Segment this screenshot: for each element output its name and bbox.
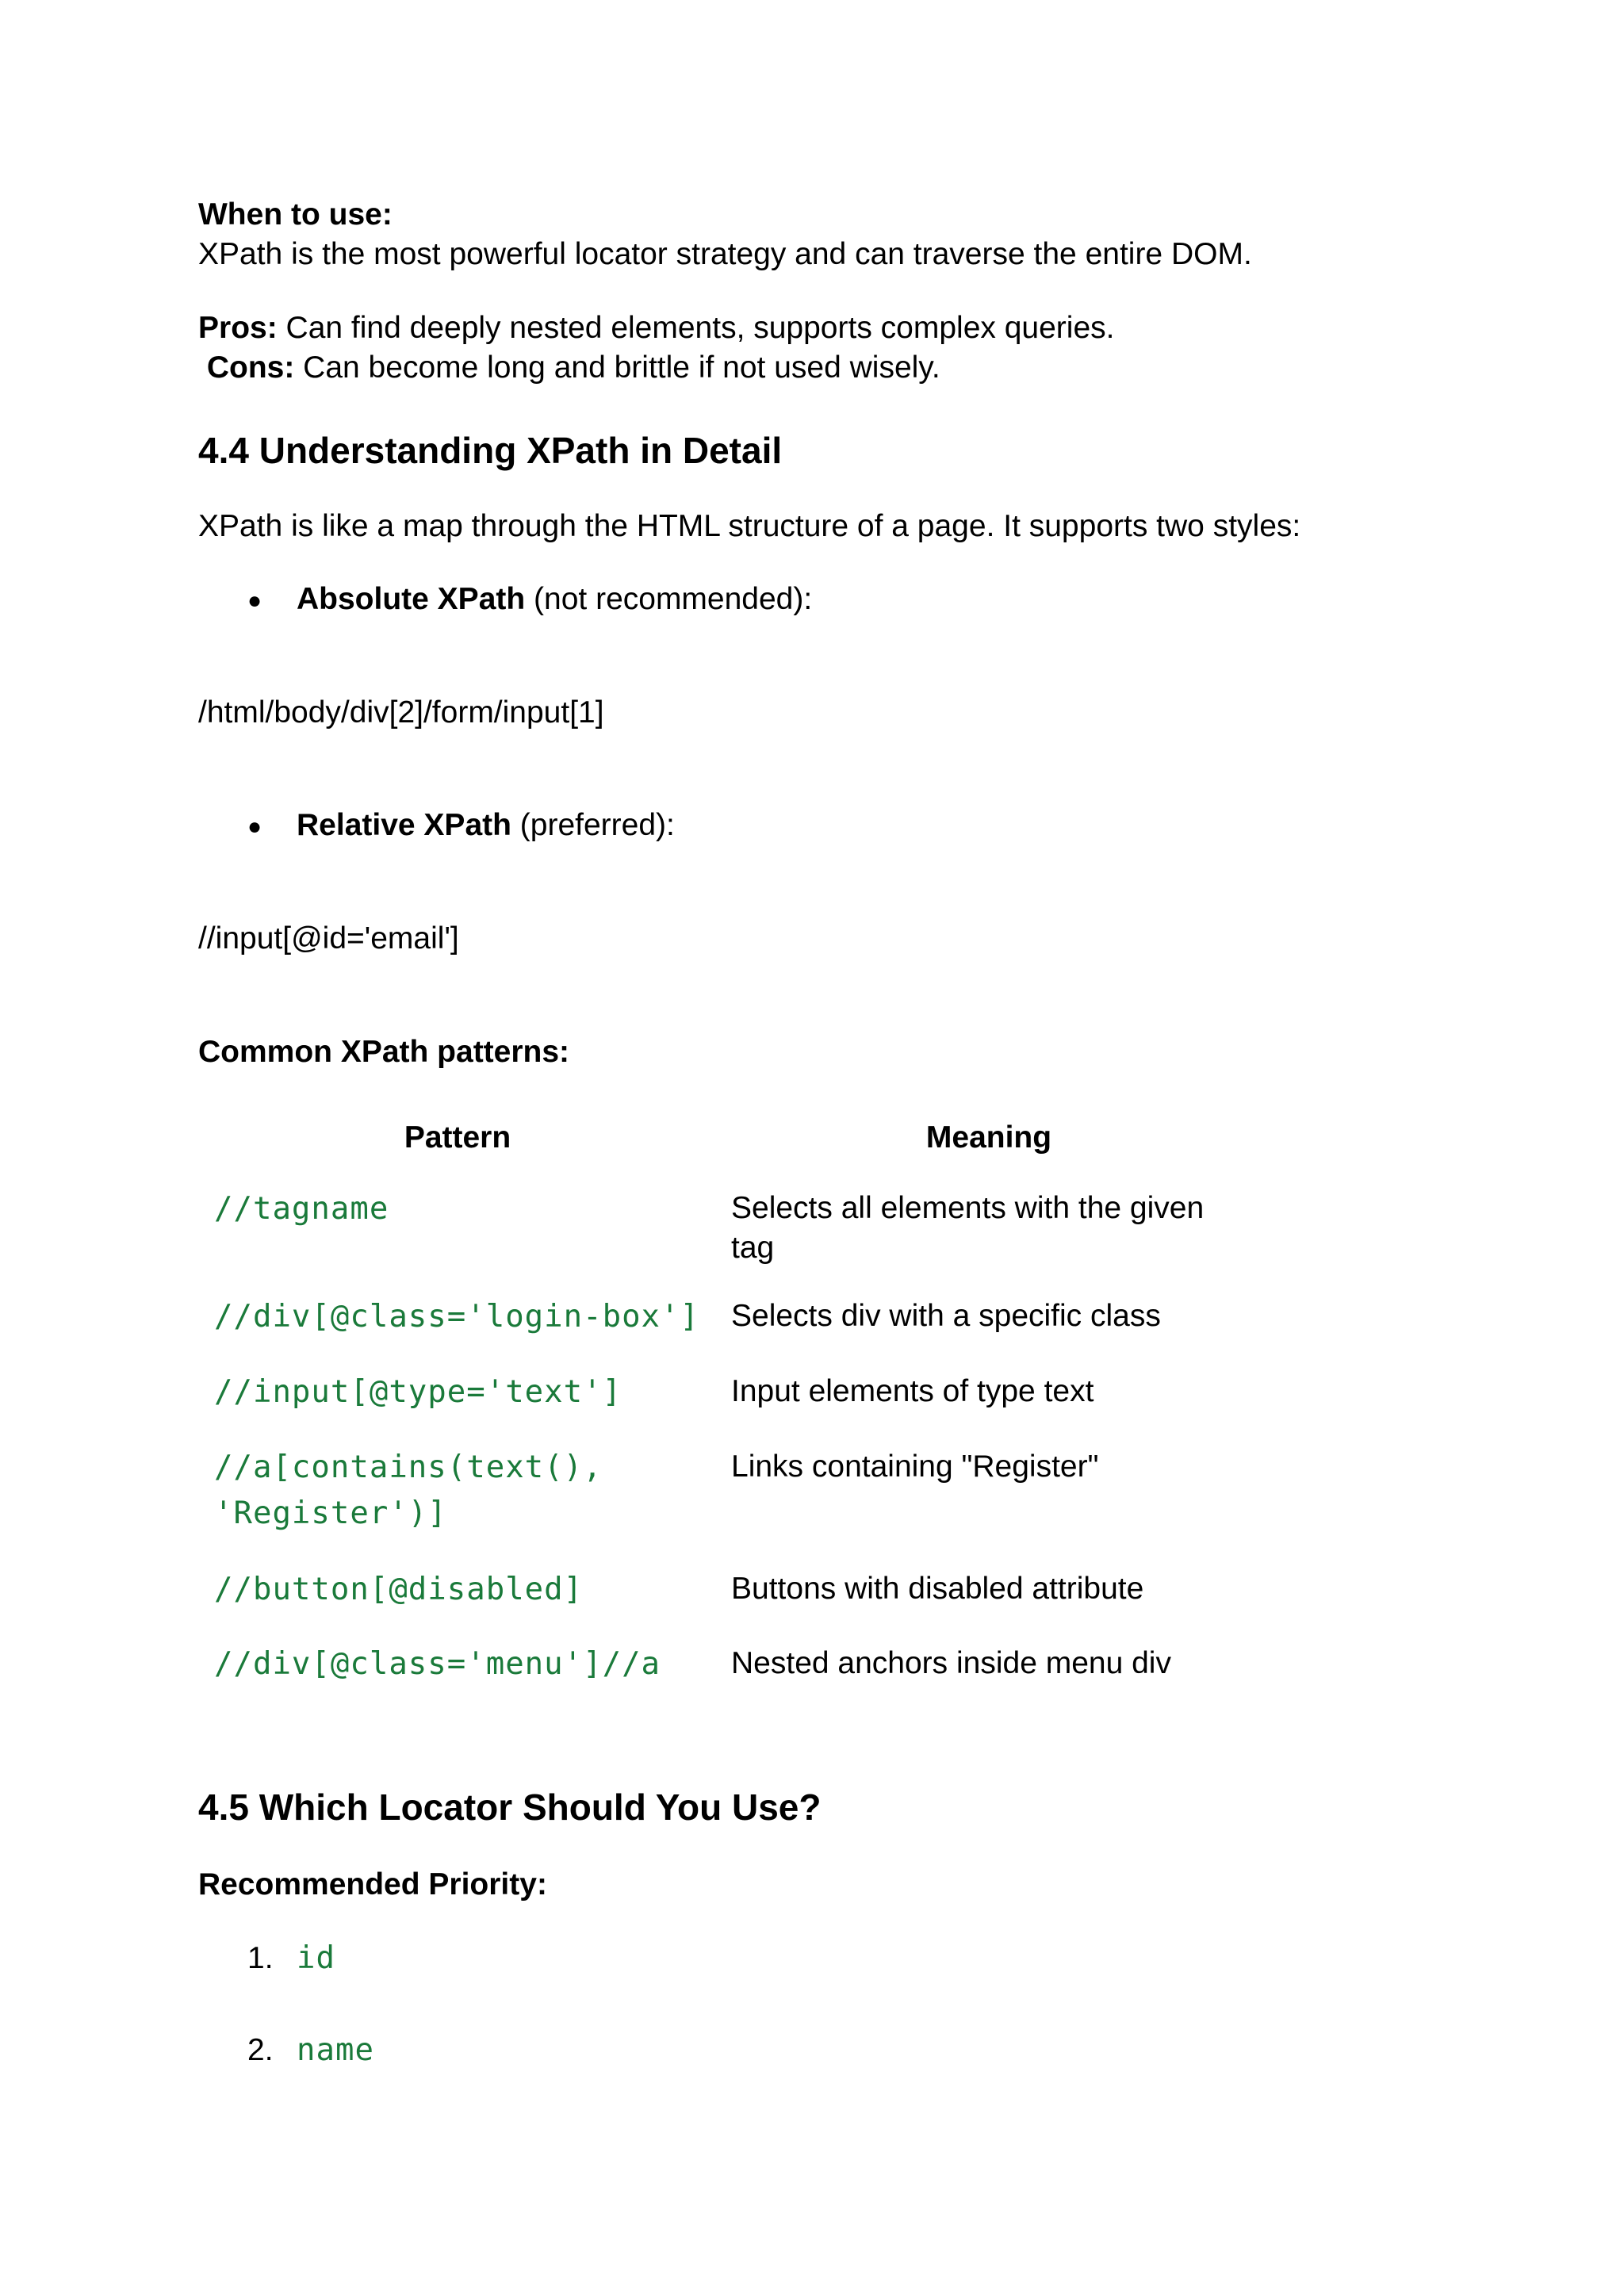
absolute-xpath-label: Absolute XPath	[297, 582, 526, 616]
relative-xpath-suffix: (preferred):	[511, 808, 675, 842]
relative-xpath-bullet	[297, 806, 675, 845]
absolute-xpath-bullet	[297, 580, 812, 619]
table-header-meaning: Meaning	[925, 1120, 1052, 1155]
table-cell-pattern: //a[contains(text(), 'Register')]	[214, 1450, 603, 1531]
list-item-number: 1.	[247, 1941, 274, 1975]
table-cell-meaning: Input elements of type text	[731, 1374, 1094, 1408]
section-heading-4-5: 4.5 Which Locator Should You Use?	[198, 1787, 822, 1828]
table-cell-meaning: Selects all elements with the given tag	[731, 1191, 1205, 1265]
cons-label: Cons:	[206, 350, 295, 385]
list-item-value: name	[297, 2032, 374, 2068]
table-header-pattern: Pattern	[404, 1120, 511, 1155]
absolute-xpath-example: /html/body/div[2]/form/input[1]	[198, 695, 604, 730]
bullet-icon: ●	[247, 588, 262, 614]
bullet-icon: ●	[247, 814, 262, 840]
section-heading-4-4: 4.4 Understanding XPath in Detail	[198, 430, 783, 471]
list-item-number: 2.	[247, 2033, 274, 2067]
table-cell-pattern: //tagname	[214, 1191, 389, 1227]
pros-line	[198, 308, 1114, 348]
when-to-use-label: When to use:	[198, 197, 393, 232]
absolute-xpath-suffix: (not recommended):	[525, 582, 813, 616]
pros-text: Can find deeply nested elements, supports complex queries.	[277, 311, 1115, 345]
list-item-value: id	[297, 1940, 335, 1976]
table-cell-pattern: //button[@disabled]	[214, 1572, 584, 1607]
priority-label: Recommended Priority:	[198, 1867, 547, 1901]
table-cell-pattern: //input[@type='text']	[214, 1374, 622, 1410]
pros-label: Pros:	[198, 311, 278, 345]
relative-xpath-label: Relative XPath	[297, 808, 511, 842]
when-to-use-text: XPath is the most powerful locator strategy and can traverse the entire DOM.	[198, 237, 1252, 271]
table-cell-meaning: Links containing "Register"	[731, 1450, 1099, 1484]
patterns-label: Common XPath patterns:	[198, 1035, 570, 1069]
table-cell-pattern: //div[@class='login-box']	[214, 1299, 699, 1335]
cons-line	[198, 348, 940, 388]
xpath-intro: XPath is like a map through the HTML structure of a page. It supports two styles:	[198, 509, 1301, 543]
patterns-table	[198, 1118, 1261, 1705]
table-cell-meaning: Selects div with a specific class	[731, 1299, 1161, 1333]
relative-xpath-example: //input[@id='email']	[198, 921, 459, 956]
table-cell-meaning: Nested anchors inside menu div	[731, 1646, 1171, 1680]
table-cell-pattern: //div[@class='menu']//a	[214, 1646, 661, 1682]
cons-text: Can become long and brittle if not used wisely.	[294, 350, 940, 385]
table-cell-meaning: Buttons with disabled attribute	[731, 1572, 1144, 1606]
